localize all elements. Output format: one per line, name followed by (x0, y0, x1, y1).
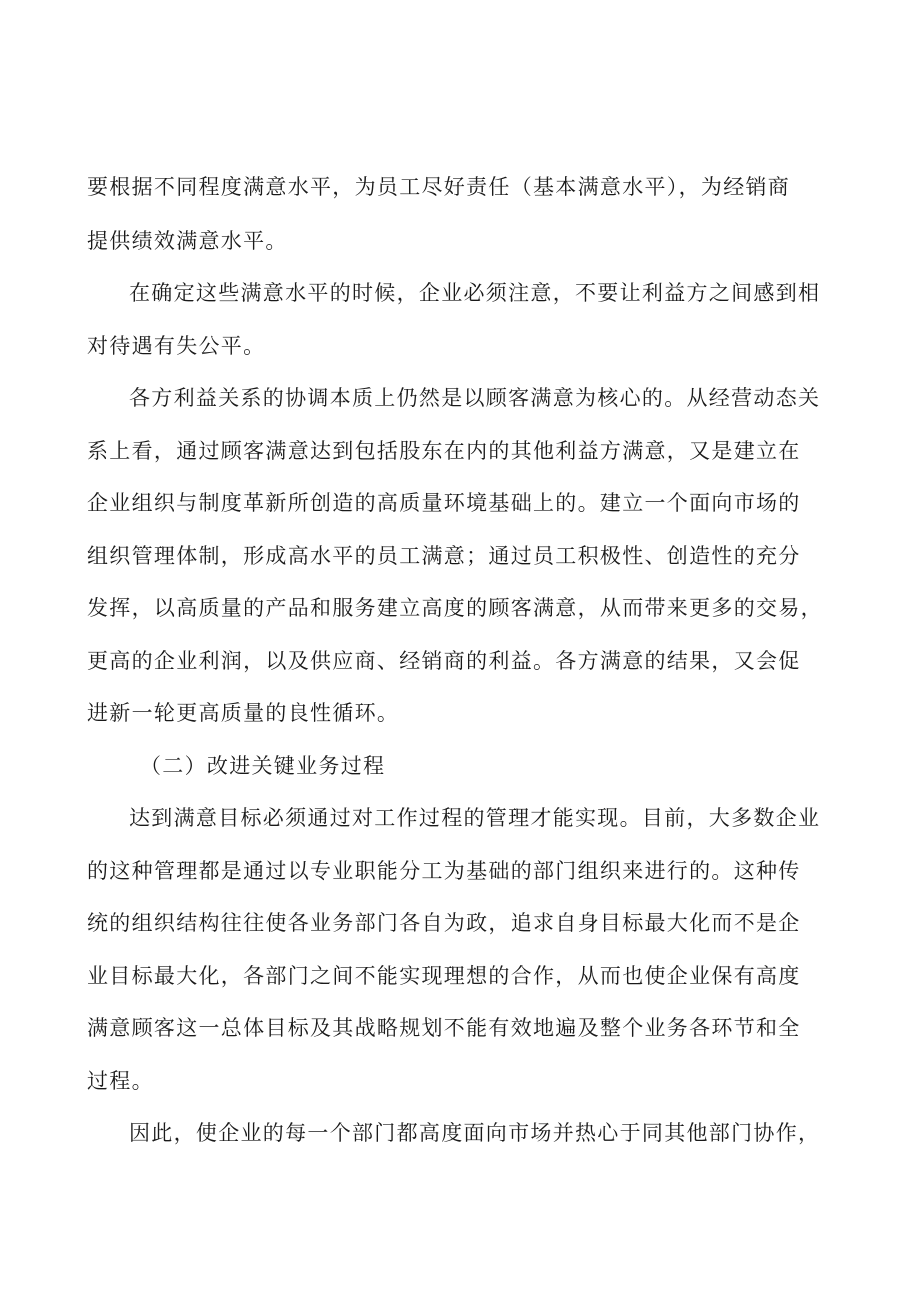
text-line: 组织管理体制，形成高水平的员工满意；通过员工积极性、创造性的充分 (87, 544, 801, 568)
text-line: 各方利益关系的协调本质上仍然是以顾客满意为核心的。从经营动态关 (129, 386, 821, 410)
text-line: 统的组织结构往往使各业务部门各自为政，追求自身目标最大化而不是企 (87, 911, 801, 935)
text-line: 要根据不同程度满意水平，为员工尽好责任（基本满意水平），为经销商 (87, 175, 791, 199)
text-line: 过程。 (87, 1069, 154, 1093)
text-line: 因此，使企业的每一个部门都高度面向市场并热心于同其他部门协作， (129, 1121, 821, 1145)
text-line: 进新一轮更高质量的良性循环。 (87, 701, 400, 725)
text-line: 业目标最大化，各部门之间不能实现理想的合作，从而也使企业保有高度 (87, 964, 801, 988)
text-line: 发挥，以高质量的产品和服务建立高度的顾客满意，从而带来更多的交易， (87, 596, 823, 620)
text-line: 企业组织与制度革新所创造的高质量环境基础上的。建立一个面向市场的 (87, 491, 801, 515)
text-line: 系上看，通过顾客满意达到包括股东在内的其他利益方满意，又是建立在 (87, 439, 801, 463)
text-line: 提供绩效满意水平。 (87, 229, 288, 253)
text-line: 对待遇有失公平。 (87, 334, 266, 358)
text-line: 达到满意目标必须通过对工作过程的管理才能实现。目前，大多数企业 (129, 806, 821, 830)
section-heading: （二）改进关键业务过程 (140, 754, 386, 778)
text-line: 在确定这些满意水平的时候，企业必须注意，不要让利益方之间感到相 (129, 281, 821, 305)
text-line: 满意顾客这一总体目标及其战略规划不能有效地遍及整个业务各环节和全 (87, 1016, 801, 1040)
text-line: 更高的企业利润，以及供应商、经销商的利益。各方满意的结果，又会促 (87, 649, 801, 673)
text-line: 的这种管理都是通过以专业职能分工为基础的部门组织来进行的。这种传 (87, 859, 801, 883)
